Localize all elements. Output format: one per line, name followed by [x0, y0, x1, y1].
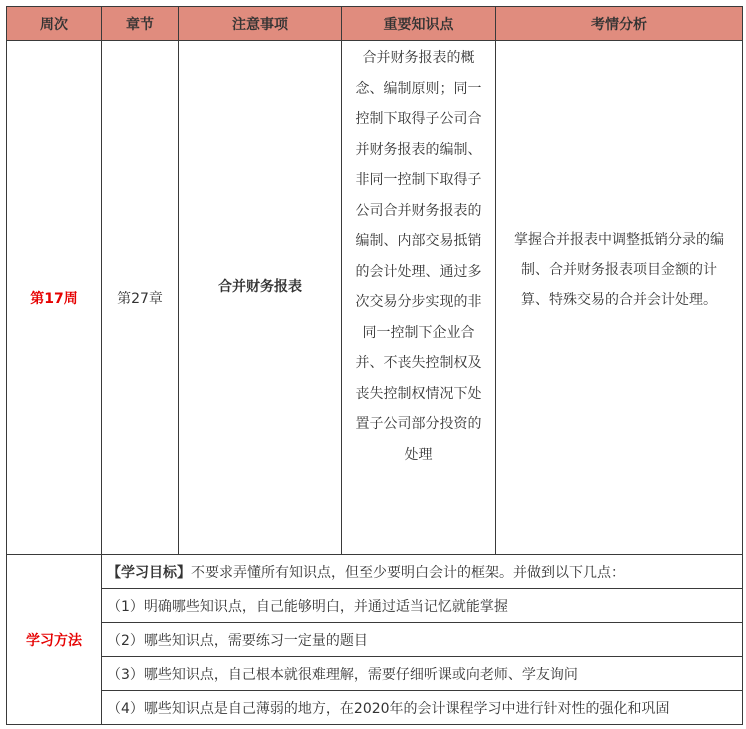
header-exam-analysis: 考情分析	[496, 7, 743, 41]
header-week: 周次	[7, 7, 102, 41]
header-key-points: 重要知识点	[342, 7, 496, 41]
key-points-line: 合并财务报表的概	[362, 50, 475, 66]
header-chapter: 章节	[102, 7, 179, 41]
key-points-cell	[342, 41, 496, 555]
key-points-line: 念、编制原则；同一	[355, 80, 482, 97]
topic-cell	[179, 41, 342, 555]
method-item-row	[7, 623, 743, 657]
key-points-line: 的会计处理、通过多	[355, 263, 482, 280]
key-points-line: 并财务报表的编制、	[355, 141, 482, 158]
exam-line: 掌握合并报表中调整抵销分录的编	[514, 231, 724, 248]
key-points-line: 次交易分步实现的非	[355, 294, 482, 310]
topic-text: 合并财务报表	[218, 278, 302, 295]
key-points-line: 控制下取得子公司合	[355, 111, 482, 127]
key-points-line: 公司合并财务报表的	[355, 202, 482, 219]
exam-line: 算、特殊交易的合并会计处理。	[521, 291, 717, 308]
chapter-cell: 第27章	[102, 41, 179, 555]
key-points-line: 处理	[404, 446, 433, 463]
method-item-row	[7, 589, 743, 623]
exam-analysis-cell	[496, 41, 743, 555]
key-points-line: 并、不丧失控制权及	[355, 355, 482, 371]
key-points-line: 非同一控制下取得子	[355, 172, 482, 188]
exam-line: 制、合并财务报表项目金额的计	[521, 261, 717, 278]
key-points-line: 丧失控制权情况下处	[355, 385, 482, 402]
key-points-line: 编制、内部交易抵销	[355, 233, 482, 249]
method-goal-row	[7, 555, 743, 589]
key-points-line: 置子公司部分投资的	[355, 416, 482, 432]
key-points-line: 同一控制下企业合	[362, 324, 475, 341]
method-item: （2）哪些知识点，需要练习一定量的题目	[102, 623, 743, 657]
week-cell: 第17周	[7, 41, 102, 555]
method-item: （4）哪些知识点是自己薄弱的地方，在2020年的会计课程学习中进行针对性的强化和巩固	[102, 691, 743, 725]
week-row	[7, 41, 743, 555]
header-row	[7, 7, 743, 41]
goal-text: 不要求弄懂所有知识点，但至少要明白会计的框架。并做到以下几点：	[191, 564, 625, 581]
method-goal	[102, 555, 743, 589]
method-item: （1）明确哪些知识点，自己能够明白，并通过适当记忆就能掌握	[102, 589, 743, 623]
goal-tag: 【学习目标】	[107, 564, 191, 581]
method-item-row	[7, 691, 743, 725]
method-label: 学习方法	[7, 555, 102, 725]
method-item: （3）哪些知识点，自己根本就很难理解，需要仔细听课或向老师、学友询问	[102, 657, 743, 691]
method-item-row	[7, 657, 743, 691]
header-notes: 注意事项	[179, 7, 342, 41]
study-plan-table	[6, 6, 743, 725]
